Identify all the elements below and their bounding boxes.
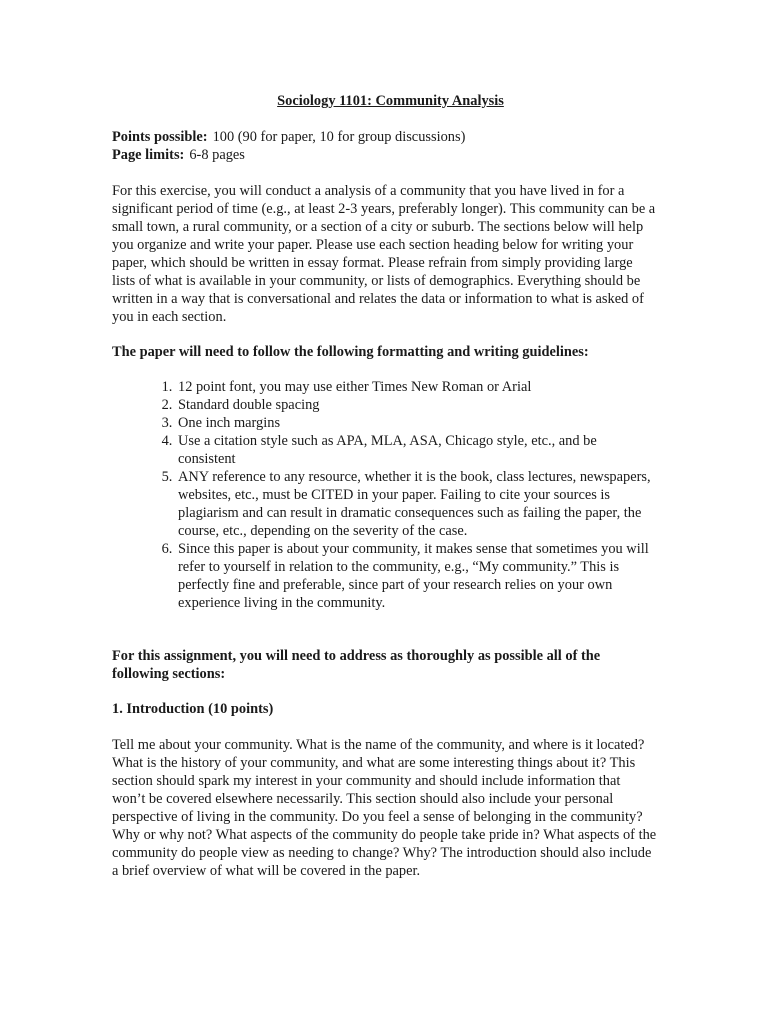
guideline-item: 5. ANY reference to any resource, whether it is the book, class lectures, newspapers, websites, etc., must be CITED in your paper. Failing to cite your sources is plagiarism and can result in dramatic consequences such as failing the paper, the course, etc., depending on the severity of the case.: [176, 468, 657, 540]
document-page: [112, 92, 657, 880]
pages-label: Page limits:: [112, 147, 185, 163]
pages-value: 6-8 pages: [189, 147, 245, 163]
intro-paragraph: For this exercise, you will conduct a analysis of a community that you have lived in for a significant period of time (e.g., at least 2-3 years, preferably longer). This community can be a small town, a rural community, or a section of a city or suburb. The sections below will help you organize and write your paper. Please use each section heading below for writing your paper, which should be written in essay format. Please refrain from simply providing large lists of what is available in your community, or lists of demographics. Everything should be written in a way that is conversational and relates the data or information to what is asked of you in each section.: [112, 183, 656, 325]
guidelines-heading: The paper will need to follow the following formatting and writing guidelines:: [112, 344, 589, 360]
guideline-item: 3. One inch margins: [176, 414, 657, 432]
guideline-item: 2. Standard double spacing: [176, 396, 657, 414]
guideline-item: 4. Use a citation style such as APA, MLA, ASA, Chicago style, etc., and be consistent: [176, 432, 657, 468]
guideline-item: 6. Since this paper is about your community, it makes sense that sometimes you will refer to yourself in relation to the community, e.g., “My community.” This is perfectly fine and preferable, since part of your research relies on your own experience living in the community.: [176, 540, 657, 612]
section-heading-introduction: 1. Introduction (10 points): [112, 701, 274, 717]
points-possible-line: [112, 128, 657, 146]
document-title: Sociology 1101: Community Analysis: [277, 93, 504, 109]
points-value: 100 (90 for paper, 10 for group discussions): [212, 129, 466, 145]
guideline-item: 1. 12 point font, you may use either Times New Roman or Arial: [176, 378, 657, 396]
section-body-introduction: Tell me about your community. What is the name of the community, and where is it located? What is the history of your community, and what are some interesting things about it? This section should spark my interest in your community and should include information that won’t be covered elsewhere necessarily. This section should also include your personal perspective of living in the community. Do you feel a sense of belonging in the community? Why or why not? What aspects of the community do people take pride in? What aspects of the community do people view as needing to change? Why? The introduction should also include a brief overview of what will be covered in the paper.: [112, 737, 657, 879]
assignment-heading: For this assignment, you will need to address as thoroughly as possible all of the following sections:: [112, 648, 601, 682]
page-limits-line: [112, 146, 657, 164]
points-label: Points possible:: [112, 129, 208, 145]
guidelines-list: [112, 378, 657, 612]
